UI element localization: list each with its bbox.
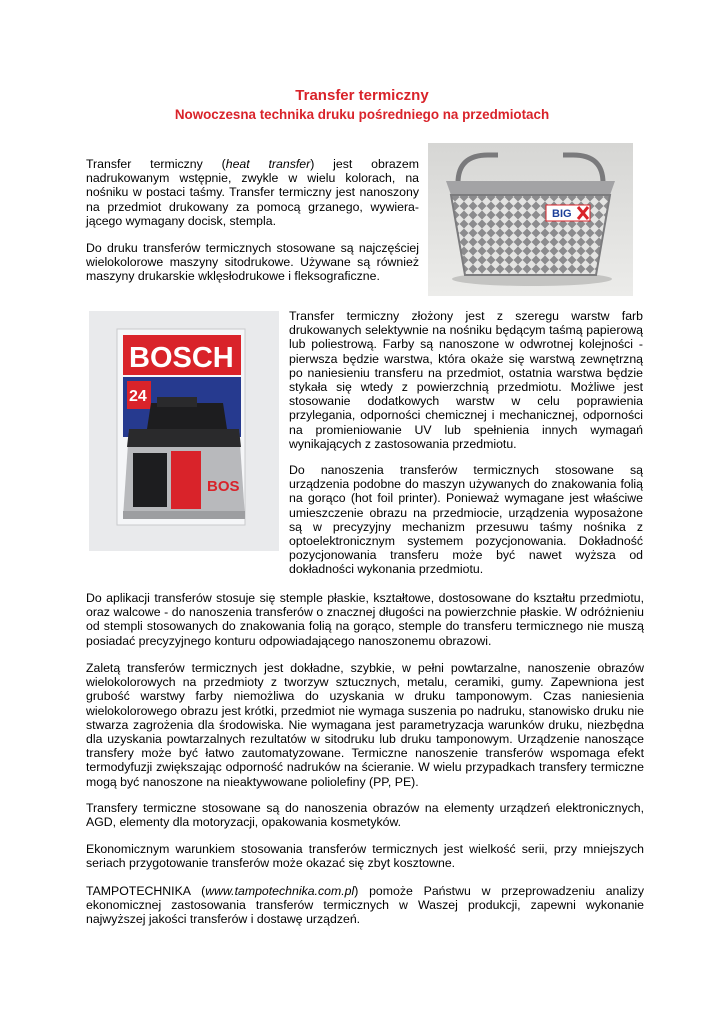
company-website-link[interactable]: www.tampotechnika.com.pl <box>205 884 355 898</box>
battery-voltage-badge: 24 <box>129 388 147 405</box>
page-subtitle: Nowoczesna technika druku pośredniego na przedmiotach <box>174 107 550 122</box>
basket-label: BIG <box>552 208 572 220</box>
paragraph-layers: Transfer termiczny złożony jest z szeregu warstw farb drukowanych selektywnie na nośniku będącym taśmą papierową lub poliestrową. Farby są nanoszone w odwrotnej kolejności - pierwsza będzie warstwa, która okaże się warstwą zewnętrzną po naniesieniu transferu na przedmiot, ostatnia warstwa będzie stykała się wtedy z powierzchnią przedmiotu. Możliwe jest stosowanie dodatkowych warstw w celu poprawienia przylegania, odporności chemicznej i mechanicznej, odporności na promieniowanie UV lub spełnienia innych wymagań wynikających z zastosowania przedmiotu. <box>289 309 643 451</box>
paragraph-devices: Do nanoszenia transferów termicznych stosowane są urządzenia podobne do maszyn używanych do znakowania folią na gorąco (hot foil printer). Ponieważ wymagane jest właściwe umieszczenie obrazu na przedmiocie, urządzenia wyposażone są w precyzyjny mechanizm przesuwu taśmy nośnika z optoelektronicznym systemem pozycjonowania. Dokładność pozycjonowania transferu może być nawet wyższa od dokładności wykonania przedmiotu. <box>289 463 643 577</box>
shopping-basket-photo <box>428 143 633 296</box>
bosch-brand-text: BOSCH <box>129 342 234 374</box>
paragraph-contact <box>86 884 644 927</box>
paragraph-economics: Ekonomicznym warunkiem stosowania transferów termicznych jest wielkość serii, przy mniejszych seriach przygotowanie transferów może okazać się zbyt kosztowne. <box>86 842 644 871</box>
paragraph-printing-machines: Do druku transferów termicznych stosowane są najczęściej wielokolorowe maszyny sitodrukowe. Używane są również maszyny drukarskie wklęsłodrukowe i fleksograficzne. <box>86 241 419 284</box>
heat-transfer-term: heat transfer <box>225 157 311 171</box>
paragraph-intro <box>86 157 419 228</box>
page-title: Transfer termiczny <box>295 87 429 104</box>
company-name: TAMPOTECHNIKA ( <box>86 884 206 898</box>
paragraph-advantages: Zaletą transferów termicznych jest dokładne, szybkie, w pełni powtarzalne, nanoszenie obrazów wielokolorowych na przedmioty z tworzyw sztucznych, metalu, ceramiki, gumy. Zapewniona jest grubość warstwy farby niemożliwa do uzyskania w druku tamponowym. Czas naniesienia wielokolorowego obrazu jest krótki, przedmiot nie wymaga suszenia po nadruku, stanowisko druku nie stwarza zagrożenia dla środowiska. Nie wymagana jest parametryzacja warunków druku, niezbędna dla uzyskania powtarzalnych rezultatów w sitodruku lub druku tamponowym. Urządzenie nanoszące transfery może być łatwo zautomatyzowane. Termiczne nanoszenie transferów wspomaga efekt termodyfuzji zwiększając odporność nadruków na ścieranie. W wielu przypadkach transfery termiczne mogą być nanoszone na nieaktywowane poliolefiny (PP, PE). <box>86 661 644 789</box>
paragraph-stamps: Do aplikacji transferów stosuje się stemple płaskie, kształtowe, dostosowane do kształtu przedmiotu, oraz walcowe - do nanoszenia transferów o znacznej długości na powierzchnie płaskie. W odróżnieniu od stempli stosowanych do znakowania folią na gorąco, stemple do transferu termicznego nie muszą posiadać precyzyjnego konturu odpowiadającego nanoszonemu obrazowi. <box>86 591 644 648</box>
bosch-battery-illustration <box>89 311 279 551</box>
paragraph-applications: Transfery termiczne stosowane są do nanoszenia obrazów na elementy urządzeń elektronicznych, AGD, elementy dla motoryzacji, opakowania kosmetyków. <box>86 801 644 830</box>
paragraph-intro-rest: ) jest obrazem nadrukowanym wstępnie, zwykle w wielu kolorach, na nośniku w postaci taśmy. Transfer termiczny jest nanoszony na przedmiot drukowany za pomocą grzanego, wywiera-jącego wymagany docisk, stempla. <box>86 157 419 228</box>
bosch-battery-photo <box>89 311 279 551</box>
paragraph-contact-rest: ) pomoże Państwu w przeprowadzeniu analizy ekonomicznej zastosowania transferów termicznych w Waszej produkcji, zapewni wykonanie najwyższej jakości transferów i dostawę urządzeń. <box>86 884 644 927</box>
paragraph-intro-start: Transfer termiczny ( <box>86 157 226 171</box>
shopping-basket-illustration <box>428 143 633 296</box>
battery-side-brand: BOS <box>207 478 240 495</box>
